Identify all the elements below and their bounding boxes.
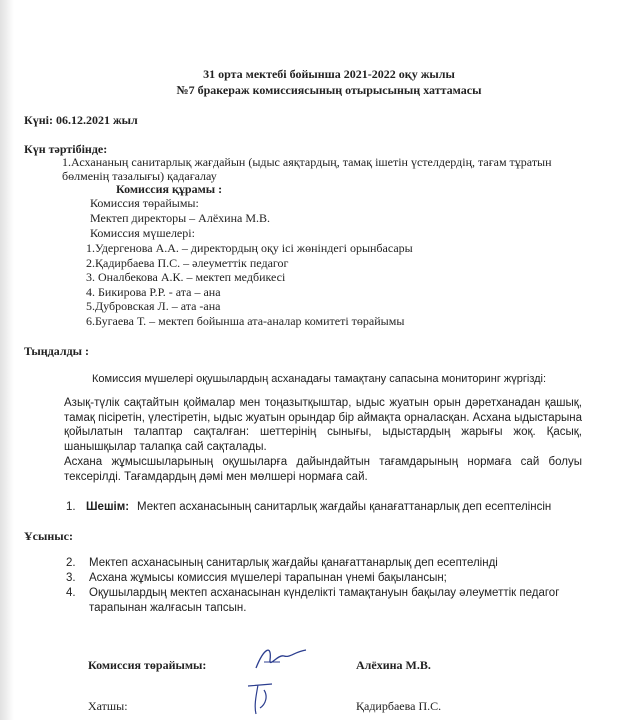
decision-number: 1.	[66, 501, 76, 513]
commission-member: 5.Дубровская Л. – ата -ана	[86, 299, 221, 313]
commission-chair-label: Комиссия төрайымы:	[90, 196, 199, 210]
recommendation-text: Асхана жұмысы комиссия мүшелері тарапынан үнемі бақылансын;	[89, 572, 447, 584]
decision-text: Мектеп асханасының санитарлық жағдайы қанағаттанарлық деп есептелінсін	[137, 501, 552, 513]
commission-member: 2.Қадирбаева П.С. – әлеуметтік педагог	[86, 256, 289, 270]
chair-signature	[250, 642, 310, 676]
doc-title-line1: 31 орта мектебі бойынша 2021-2022 оқу жылы	[203, 67, 455, 81]
commission-member: 6.Бугаева Т. – мектеп бойынша ата-аналар комитеті төрайымы	[86, 314, 405, 328]
heard-heading: Тыңдалды :	[24, 344, 90, 358]
agenda-item-line1: 1.Асхананың санитарлық жағдайын (ыдыс аяқтардың, тамақ ішетін үстелдердің, тағам тұратын	[62, 155, 552, 169]
signature-secretary-label: Хатшы:	[88, 699, 128, 713]
agenda-heading: Күн тәртібінде:	[24, 142, 108, 156]
decision-label: Шешім:	[86, 501, 130, 513]
doc-title-line2: №7 бракераж комиссиясының отырысының хаттамасы	[176, 83, 482, 97]
recommendation-text-line1: Оқушылардың мектеп асханасынан күнделікті тамақтануын бақылау әлеуметтік педагог	[89, 587, 560, 599]
recommendation-number: 4.	[66, 587, 76, 599]
commission-member: 1.Удергенова А.А. – директордың оқу ісі жөніндегі орынбасары	[86, 241, 413, 255]
commission-chair: Мектеп директоры – Алёхина М.В.	[90, 211, 270, 225]
secretary-signature	[244, 680, 278, 718]
signature-chair-name: Алёхина М.В.	[356, 658, 431, 672]
recommendation-text-line2: тарапынан жалғасын тапсын.	[89, 602, 247, 614]
recommendation-number: 3.	[66, 572, 76, 584]
heard-text: Комиссия мүшелері оқушылардың асханадағы тамақтану сапасына мониторинг жүргізді:	[92, 373, 547, 385]
commission-members-label: Комиссия мүшелері:	[90, 226, 195, 240]
recommendation-text: Мектеп асханасының санитарлық жағдайы қанағаттанарлық деп есептелінді	[89, 557, 498, 569]
findings-paragraph-1: Азық-түлік сақтайтын қоймалар мен тоңазытқыштар, ыдыс жуатын орын дәретханадан қашық, тамақ пісіретін, үлестіретін, ыдыс жуатын орындар бір аймақта орналасқан. Асхана ыдыстарына қойылатын талаптар сақталған: шеттерінің сынығы, ыдыстардың жарығы жоқ. Қасық, шанышқылар талапқа сай сақталады.	[64, 397, 582, 453]
protocol-date: Күні: 06.12.2021 жыл	[24, 113, 138, 127]
recommendations-heading: Ұсыныс:	[24, 529, 73, 543]
commission-member: 4. Бикирова Р.Р. - ата – ана	[86, 285, 221, 299]
commission-heading: Комиссия құрамы :	[116, 182, 223, 196]
recommendation-number: 2.	[66, 557, 76, 569]
signature-secretary-name: Қадирбаева П.С.	[356, 699, 442, 713]
signature-chair-label: Комиссия төрайымы:	[88, 658, 207, 672]
scan-edge-shadow	[0, 0, 14, 720]
agenda-item-line2: бөлменің тазалығы) қадағалау	[62, 169, 217, 183]
commission-member: 3. Оналбекова А.К. – мектеп медбикесі	[86, 270, 286, 284]
findings-paragraph-2: Асхана жұмысшыларының оқушыларға дайындайтын тағамдарының нормаға сай болуы тексерілді. Тағамдардың дәмі мен мөлшері нормаға сай.	[64, 456, 582, 483]
